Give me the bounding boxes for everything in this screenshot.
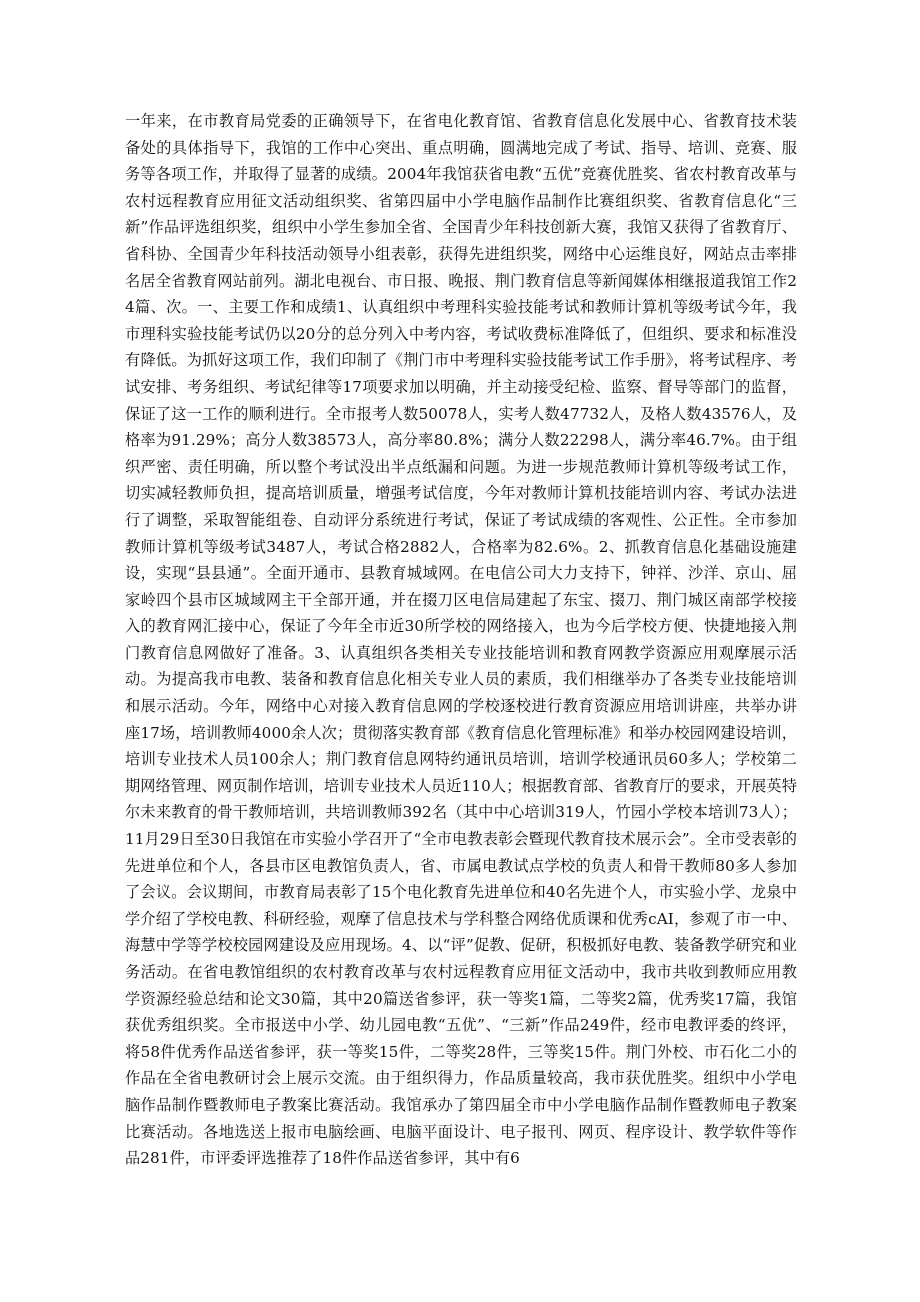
body-paragraph: 一年来，在市教育局党委的正确领导下，在省电化教育馆、省教育信息化发展中心、省教育技术装备处的具体指导下，我馆的工作中心突出、重点明确，圆满地完成了考试、指导、培训、竞赛、服务等各项工作，并取得了显著的成绩。2004年我馆获省电教“五优”竞赛优胜奖、省农村教育改革与农村远程教育应用征文活动组织奖、省第四届中小学电脑作品制作比赛组织奖、省教育信息化“三新”作品评选组织奖，组织中小学生参加全省、全国青少年科技创新大赛，我馆又获得了省教育厅、省科协、全国青少年科技活动领导小组表彰，获得先进组织奖，网络中心运维良好，网站点击率排名居全省教育网站前列。湖北电视台、市日报、晚报、荆门教育信息等新闻媒体相继报道我馆工作24篇、次。一、主要工作和成绩1、认真组织中考理科实验技能考试和教师计算机等级考试今年，我市理科实验技能考试仍以20分的总分列入中考内容，考试收费标准降低了，但组织、要求和标准没有降低。为抓好这项工作，我们印制了《荆门市中考理科实验技能考试工作手册》，将考试程序、考试安排、考务组织、考试纪律等17项要求加以明确，并主动接受纪检、监察、督导等部门的监督，保证了这一工作的顺利进行。全市报考人数50078人，实考人数47732人，及格人数43576人，及格率为91.29%；高分人数38573人，高分率80.8%；满分人数22298人，满分率46.7%。由于组织严密、责任明确，所以整个考试没出半点纸漏和问题。为进一步规范教师计算机等级考试工作，切实减轻教师负担，提高培训质量，增强考试信度，今年对教师计算机技能培训内容、考试办法进行了调整，采取智能组卷、自动评分系统进行考试，保证了考试成绩的客观性、公正性。全市参加教师计算机等级考试3487人，考试合格2882人，合格率为82.6%。2、抓教育信息化基础设施建设，实现“县县通”。全面开通市、县教育城域网。在电信公司大力支持下，钟祥、沙洋、京山、屈家岭四个县市区城域网主干全部开通，并在掇刀区电信局建起了东宝、掇刀、荆门城区南部学校接入的教育网汇接中心，保证了今年全市近30所学校的网络接入，也为今后学校方便、快捷地接入荆门教育信息网做好了准备。3、认真组织各类相关专业技能培训和教育网教学资源应用观摩展示活动。为提高我市电教、装备和教育信息化相关专业人员的素质，我们相继举办了各类专业技能培训和展示活动。今年，网络中心对接入教育信息网的学校逐校进行教育资源应用培训讲座，共举办讲座17场，培训教师4000余人次；贯彻落实教育部《教育信息化管理标准》和举办校园网建设培训，培训专业技术人员100余人；荆门教育信息网特约通讯员培训，培训学校通讯员60多人；学校第二期网络管理、网页制作培训，培训专业技术人员近110人；根据教育部、省教育厅的要求，开展英特尔未来教育的骨干教师培训，共培训教师392名（其中中心培训319人，竹园小学校本培训73人）；11月29日至30日我馆在市实验小学召开了“全市电教表彰会暨现代教育技术展示会”。全市受表彰的先进单位和个人，各县市区电教馆负责人，省、市属电教试点学校的负责人和骨干教师80多人参加了会议。会议期间，市教育局表彰了15个电化教育先进单位和40名先进个人，市实验小学、龙泉中学介绍了学校电教、科研经验，观摩了信息技术与学科整合网络优质课和优秀cAI，参观了市一中、海慧中学等学校校园网建设及应用现场。4、以“评”促教、促研，积极抓好电教、装备教学研究和业务活动。在省电教馆组织的农村教育改革与农村远程教育应用征文活动中，我市共收到教师应用教学资源经验总结和论文30篇，其中20篇送省参评，获一等奖1篇，二等奖2篇，优秀奖17篇，我馆获优秀组织奖。全市报送中小学、幼儿园电教“五优”、“三新”作品249件，经市电教评委的终评，将58件优秀作品送省参评，获一等奖15件，二等奖28件，三等奖15件。荆门外校、市石化二小的作品在全省电教研讨会上展示交流。由于组织得力，作品质量较高，我市获优胜奖。组织中小学电脑作品制作暨教师电子教案比赛活动。我馆承办了第四届全市中小学电脑作品制作暨教师电子教案比赛活动。各地选送上报市电脑绘画、电脑平面设计、电子报刊、网页、程序设计、教学软件等作品281件，市评委评选推荐了18件作品送省参评，其中有6 bbox=[125, 112, 797, 1168]
